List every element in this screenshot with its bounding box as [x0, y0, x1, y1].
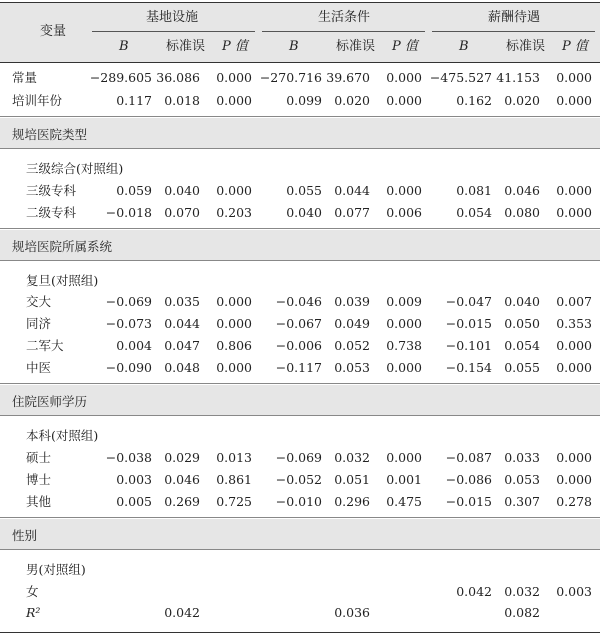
table-cell: 0.070	[164, 205, 200, 220]
section-rule	[0, 148, 600, 149]
table-cell: 0.040	[164, 183, 200, 198]
table-cell: 0.296	[334, 494, 370, 509]
table-cell: 0.036	[334, 605, 370, 620]
bottom-rule	[0, 632, 600, 633]
table-cell: 0.009	[386, 294, 422, 309]
row-label: 二级专科	[26, 205, 77, 220]
table-cell: 0.042	[456, 584, 492, 599]
row-label: 其他	[26, 494, 52, 509]
table-cell: 0.000	[556, 183, 592, 198]
table-cell: 0.059	[116, 183, 152, 198]
group-header-living: 生活条件	[318, 10, 371, 25]
section-rule	[0, 260, 600, 261]
reference-label: 本科(对照组)	[26, 428, 99, 443]
row-label: 交大	[26, 294, 52, 309]
table-cell: −0.038	[105, 450, 152, 465]
subheader-b-3: B	[459, 39, 469, 54]
table-cell: 0.738	[386, 338, 422, 353]
table-cell: −0.052	[275, 472, 322, 487]
table-cell: 36.086	[156, 70, 200, 85]
reference-label: 三级综合(对照组)	[26, 161, 124, 176]
table-cell: 0.000	[556, 70, 592, 85]
table-cell: 0.000	[556, 450, 592, 465]
subheader-se-2: 标准误	[336, 39, 376, 54]
row-label: 同济	[26, 316, 52, 331]
table-cell: 0.203	[216, 205, 252, 220]
var-header: 变量	[40, 24, 67, 39]
table-cell: 0.040	[504, 294, 540, 309]
row-label: 二军大	[26, 338, 64, 353]
group-header-salary: 薪酬待遇	[488, 10, 541, 25]
table-cell: 0.000	[556, 338, 592, 353]
subheader-se-3: 标准误	[506, 39, 546, 54]
table-cell: 0.020	[504, 93, 540, 108]
subheader-p-2: P 值	[392, 39, 418, 54]
table-cell: 0.080	[504, 205, 540, 220]
table-cell: 0.000	[386, 316, 422, 331]
table-cell: 0.000	[216, 70, 252, 85]
table-cell: 0.032	[504, 584, 540, 599]
subheader-se-1: 标准误	[166, 39, 206, 54]
row-label: 常量	[12, 70, 38, 85]
section-rule	[0, 116, 600, 117]
top-rule	[0, 2, 600, 3]
row-label: 三级专科	[26, 183, 77, 198]
section-label: 性别	[12, 528, 38, 543]
table-cell: 0.053	[334, 360, 370, 375]
table-cell: 0.307	[504, 494, 540, 509]
table-cell: 0.055	[504, 360, 540, 375]
table-cell: 0.051	[334, 472, 370, 487]
table-cell: 0.000	[386, 70, 422, 85]
group-underline-2	[262, 31, 425, 32]
table-cell: 0.047	[164, 338, 200, 353]
table-cell: 0.000	[216, 294, 252, 309]
table-cell: −0.067	[275, 316, 322, 331]
section-label: 规培医院类型	[12, 127, 88, 142]
table-cell: −289.605	[89, 70, 152, 85]
table-cell: 0.032	[334, 450, 370, 465]
table-cell: 0.861	[216, 472, 252, 487]
table-cell: −0.073	[105, 316, 152, 331]
table-cell: 0.278	[556, 494, 592, 509]
section-rule	[0, 415, 600, 416]
table-cell: −0.069	[275, 450, 322, 465]
table-cell: 0.044	[334, 183, 370, 198]
table-cell: 41.153	[496, 70, 540, 85]
table-cell: −0.006	[275, 338, 322, 353]
row-label: 培训年份	[12, 93, 63, 108]
table-cell: 0.099	[286, 93, 322, 108]
table-cell: 0.050	[504, 316, 540, 331]
table-cell: −475.527	[429, 70, 492, 85]
table-cell: 0.035	[164, 294, 200, 309]
section-rule	[0, 228, 600, 229]
table-cell: −0.046	[275, 294, 322, 309]
row-label: 中医	[26, 360, 52, 375]
section-shade	[0, 385, 600, 415]
table-cell: −270.716	[259, 70, 322, 85]
table-cell: −0.015	[445, 316, 492, 331]
group-header-facilities: 基地设施	[146, 10, 199, 25]
table-cell: 0.000	[386, 93, 422, 108]
table-cell: 0.042	[164, 605, 200, 620]
section-shade	[0, 118, 600, 148]
table-cell: 0.117	[116, 93, 152, 108]
table-cell: 0.020	[334, 93, 370, 108]
table-cell: 0.046	[504, 183, 540, 198]
table-cell: −0.069	[105, 294, 152, 309]
table-cell: 0.003	[556, 584, 592, 599]
table-cell: −0.086	[445, 472, 492, 487]
subheader-b-2: B	[289, 39, 299, 54]
table-cell: 0.044	[164, 316, 200, 331]
group-underline-1	[92, 31, 255, 32]
table-cell: 0.006	[386, 205, 422, 220]
table-cell: −0.018	[105, 205, 152, 220]
subheader-p-1: P 值	[222, 39, 248, 54]
section-rule	[0, 383, 600, 384]
section-rule	[0, 549, 600, 550]
table-cell: −0.101	[445, 338, 492, 353]
table-cell: −0.010	[275, 494, 322, 509]
table-cell: 0.475	[386, 494, 422, 509]
table-cell: 0.003	[116, 472, 152, 487]
table-cell: 0.018	[164, 93, 200, 108]
subheader-p-3: P 值	[562, 39, 588, 54]
table-cell: 0.052	[334, 338, 370, 353]
table-cell: 0.033	[504, 450, 540, 465]
table-cell: −0.015	[445, 494, 492, 509]
table-cell: 0.000	[556, 472, 592, 487]
table-cell: 39.670	[326, 70, 370, 85]
table-cell: 0.053	[504, 472, 540, 487]
reference-label: 男(对照组)	[26, 562, 86, 577]
group-underline-3	[432, 31, 595, 32]
table-cell: 0.013	[216, 450, 252, 465]
table-cell: 0.000	[556, 205, 592, 220]
table-cell: 0.000	[386, 450, 422, 465]
table-cell: 0.353	[556, 316, 592, 331]
table-cell: 0.005	[116, 494, 152, 509]
table-cell: 0.000	[216, 316, 252, 331]
table-cell: 0.004	[116, 338, 152, 353]
table-cell: 0.000	[386, 360, 422, 375]
table-cell: 0.001	[386, 472, 422, 487]
table-cell: 0.000	[386, 183, 422, 198]
table-cell: 0.039	[334, 294, 370, 309]
table-cell: 0.806	[216, 338, 252, 353]
row-label: R²	[26, 605, 41, 620]
table-cell: −0.087	[445, 450, 492, 465]
table-cell: 0.000	[556, 360, 592, 375]
table-cell: 0.048	[164, 360, 200, 375]
table-cell: 0.269	[164, 494, 200, 509]
section-label: 规培医院所属系统	[12, 239, 113, 254]
table-cell: −0.090	[105, 360, 152, 375]
table-cell: 0.054	[504, 338, 540, 353]
table-cell: 0.046	[164, 472, 200, 487]
section-rule	[0, 517, 600, 518]
table-cell: 0.007	[556, 294, 592, 309]
table-cell: 0.029	[164, 450, 200, 465]
table-cell: 0.077	[334, 205, 370, 220]
subheader-b-1: B	[119, 39, 129, 54]
row-label: 博士	[26, 472, 52, 487]
table-cell: 0.049	[334, 316, 370, 331]
header-rule	[0, 62, 600, 63]
table-cell: 0.000	[216, 183, 252, 198]
table-cell: 0.055	[286, 183, 322, 198]
table-cell: 0.081	[456, 183, 492, 198]
table-cell: 0.000	[216, 93, 252, 108]
row-label: 女	[26, 584, 39, 599]
reference-label: 复旦(对照组)	[26, 273, 99, 288]
table-cell: 0.040	[286, 205, 322, 220]
table-cell: 0.725	[216, 494, 252, 509]
section-label: 住院医师学历	[12, 394, 88, 409]
table-cell: 0.054	[456, 205, 492, 220]
table-cell: 0.082	[504, 605, 540, 620]
table-cell: −0.117	[275, 360, 322, 375]
table-cell: −0.154	[445, 360, 492, 375]
table-cell: 0.162	[456, 93, 492, 108]
row-label: 硕士	[26, 450, 52, 465]
table-cell: −0.047	[445, 294, 492, 309]
table-cell: 0.000	[556, 93, 592, 108]
table-cell: 0.000	[216, 360, 252, 375]
section-shade	[0, 519, 600, 549]
